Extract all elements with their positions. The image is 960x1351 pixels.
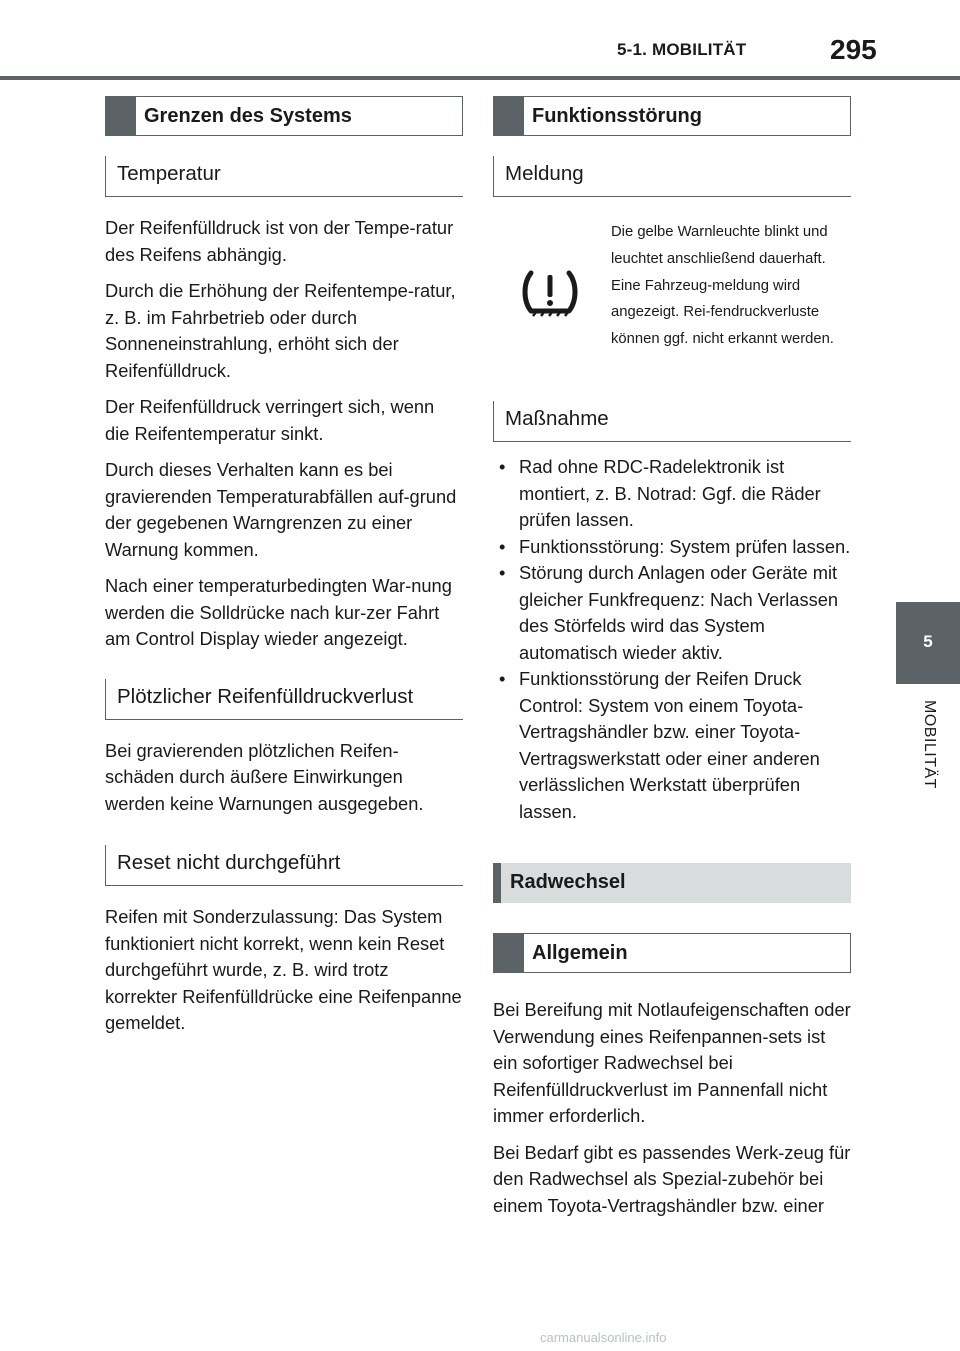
page-number: 295 [830, 34, 877, 65]
subheading-label: Reset nicht durchgeführt [117, 851, 341, 874]
left-column [105, 96, 463, 1047]
header-rule [0, 76, 960, 80]
paragraph: Bei Bereifung mit Notlaufeigenschaften oder Verwendung eines Reifenpannen-sets ist ein sofortiger Radwechsel bei Reifenfülldruckverlust im Pannenfall nicht immer erforderlich. [493, 999, 851, 1126]
heading-label: Grenzen des Systems [144, 105, 352, 127]
subheading-label: Meldung [505, 162, 584, 185]
measures-list [493, 454, 851, 825]
subheading-massnahme [493, 401, 851, 442]
list-item: • Funktionsstörung der Reifen Druck Control: System von einem Toyota-Vertragshändler bzw. einer Toyota-Vertragswerkstatt oder einer anderen verlässlichen Werkstatt überprüfen lassen. [493, 666, 851, 825]
paragraph: Durch die Erhöhung der Reifentempe-ratur, z. B. im Fahrbetrieb oder durch Sonneneinstrahlung, erhöht sich der Reifenfülldruck. [105, 280, 456, 381]
heading-label: Funktionsstörung [532, 105, 702, 127]
chapter-label: MOBILITÄT [921, 700, 938, 789]
paragraph: Reifen mit Sonderzulassung: Das System funktioniert nicht korrekt, wenn kein Reset durchgeführt wurde, z. B. wird trotz korrekter Reifenfülldrücke eine Reifenpanne gemeldet. [105, 906, 462, 1033]
section-heading-funktionsstoerung [493, 96, 851, 136]
chapter-tab[interactable] [896, 602, 960, 684]
subheading-reset [105, 845, 463, 886]
paragraph: Bei gravierenden plötzlichen Reifen-schäden durch äußere Einwirkungen werden keine Warnungen ausgegeben. [105, 739, 424, 814]
subheading-meldung [493, 156, 851, 197]
subheading-label: Temperatur [117, 162, 221, 185]
watermark: carmanualsonline.info [540, 1330, 667, 1345]
heading-label: Allgemein [532, 942, 628, 964]
warning-message [493, 209, 851, 379]
heading-bar [494, 97, 524, 135]
subheading-label: Plötzlicher Reifenfülldruckverlust [117, 684, 414, 708]
chapter-number: 5 [923, 632, 933, 651]
paragraph: Bei Bedarf gibt es passendes Werk-zeug für den Radwechsel als Spezial-zubehör bei einem Toyota-Vertragshändler bzw. einer [493, 1141, 851, 1216]
warning-text: Die gelbe Warnleuchte blinkt und leuchtet anschließend dauerhaft. Eine Fahrzeug-meldung wird angezeigt. Rei-fendruckverluste können ggf. nicht erkannt werden. [611, 224, 834, 348]
section-title: 5-1. MOBILITÄT [617, 40, 747, 59]
section-heading-allgemein [493, 933, 851, 973]
list-item: • Störung durch Anlagen oder Geräte mit gleicher Funkfrequenz: Nach Verlassen des Störfelds wird das System automatisch wieder aktiv. [493, 560, 851, 666]
subheading-temperatur [105, 156, 463, 197]
subheading-label: Maßnahme [505, 407, 609, 430]
heading-bar [494, 934, 524, 972]
section-heading-radwechsel [493, 863, 851, 903]
heading-label: Radwechsel [510, 871, 626, 893]
subheading-druckverlust [105, 679, 463, 720]
list-item: • Funktionsstörung: System prüfen lassen. [493, 534, 851, 561]
tire-pressure-warning-icon [521, 267, 579, 319]
heading-bar [493, 863, 501, 903]
list-item: • Rad ohne RDC-Radelektronik ist montiert, z. B. Notrad: Ggf. die Räder prüfen lassen. [493, 454, 851, 534]
paragraph: Durch dieses Verhalten kann es bei gravierenden Temperaturabfällen auf-grund der gegebenen Warngrenzen zu einer Warnung kommen. [105, 459, 457, 560]
right-column [493, 96, 851, 1229]
section-heading-grenzen [105, 96, 463, 136]
heading-bar [106, 97, 136, 135]
paragraph: Nach einer temperaturbedingten War-nung werden die Solldrücke nach kur-zer Fahrt am Control Display wieder angezeigt. [105, 575, 452, 649]
paragraph: Der Reifenfülldruck verringert sich, wenn die Reifentemperatur sinkt. [105, 396, 435, 444]
paragraph: Der Reifenfülldruck ist von der Tempe-ratur des Reifens abhängig. [105, 217, 454, 265]
